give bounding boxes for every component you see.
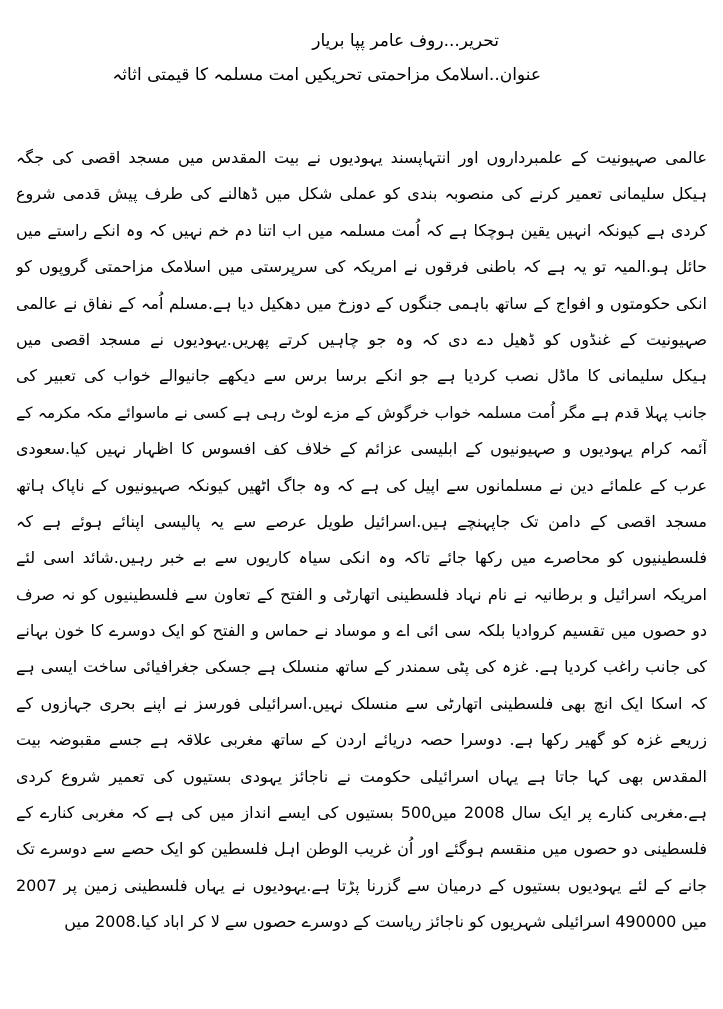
body-text-line: المقدس بھی کہا جاتا ہے یہاں اسرائیلی حکومت نے ناجائز یہودی بستیوں کی تعمیر شروع کردی xyxy=(16,766,707,786)
body-text-line: کی جانب راغب کردیا ہے. غزہ کی پٹی سمندر کے ساتھ منسلک ہے جسکی جغرافیائی ساخت ایسی ہے xyxy=(16,657,707,677)
article-body xyxy=(16,140,707,941)
body-text-line: عرب کے علمائے دین نے مسلمانوں سے اپیل کی ہے کہ وہ جاگ اٹھیں کیونکہ صہیونیوں کے ناپاک ہاتھ xyxy=(16,475,707,495)
body-text-line: امریکہ اسرائیل و برطانیہ نے نام نہاد فلسطینی اتھارٹی و الفتح کے تعاون سے فلسطینیوں کو نہ صرف xyxy=(16,584,707,604)
body-text-line: دو حصوں میں تقسیم کروادیا بلکہ سی ائی اے و موساد نے حماس و الفتح کو ایک دوسرے کا خون بہانے xyxy=(16,621,707,641)
body-text-line: کردی ہے کیونکہ انہیں یقین ہوچکا ہے کہ اُمت مسلمہ میں اب اتنا دم خم نہیں کہ وہ انکے راستے میں xyxy=(16,220,707,240)
body-text-line: ہیکل سلیمانی کا ماڈل نصب کردیا ہے جو انکے برسا برس سے دیکھے جانیوالے خواب کی تعبیر کی xyxy=(16,366,707,386)
body-text-line: فلسطینی دو حصوں میں منقسم ہوگئے اور اُن غریب الوطن اہل فلسطین کو ایک حصے سے دوسرے تک xyxy=(16,839,707,859)
body-text-line: زریعے غزہ کو گھیر رکھا ہے. دوسرا حصہ دریائے اردن کے ساتھ مغربی علاقہ ہے جسے مقبوضہ بیت xyxy=(16,730,707,750)
body-text-line: انکی حکومتوں و افواج کے ساتھ باہمی جنگوں کے دوزخ میں دھکیل دیا ہے.مسلم اُمہ کے نفاق نے عالمی xyxy=(16,293,707,313)
body-text-line: میں 490000 اسرائیلی شہریوں کو ناجائز ریاست کے دوسرے حصوں سے لا کر اباد کیا.2008 میں xyxy=(64,912,707,932)
author-line: تحریر...روف عامر پپا بریار xyxy=(312,31,499,51)
body-text-line: آئمہ کرام یہودیوں و صہیونیوں کے ابلیسی عزائم کے خلاف کف افسوس کا اظہار نہیں کیا.سعودی xyxy=(16,439,707,459)
body-text-line: ہے.مغربی کنارے پر ایک سال 2008 میں500 بستیوں کی ایسے انداز میں کی ہے کہ مغربی کنارے کے xyxy=(16,803,707,823)
body-text-line: حائل ہو.المیہ تو یہ ہے کہ باطنی فرقوں نے امریکہ کی سرپرستی میں اسلامک مزاحمتی گروپوں کو xyxy=(16,257,707,277)
body-text-line: کہ اسکا ایک انچ بھی فلسطینی اتھارٹی سے منسلک نہیں.اسرائیلی فورسز نے اپنے بحری جہازوں کے xyxy=(16,693,707,713)
body-text-line: ہیکل سلیمانی تعمیر کرنے کی منصوبہ بندی کو عملی شکل میں ڈھالنے کی طرف پیش قدمی شروع xyxy=(16,184,707,204)
article-title: عنوان..اسلامک مزاحمتی تحریکیں امت مسلمہ کا قیمتی اثاثہ xyxy=(112,65,541,85)
body-text-line: مسجد اقصی کے دامن تک جاپہنچے ہیں.اسرائیل طویل عرصے سے یہ پالیسی اپنائے ہوئے ہے کہ xyxy=(16,511,707,531)
body-text-line: عالمی صہیونیت کے علمبرداروں اور انتہاپسند یہودیوں نے بیت المقدس میں مسجد اقصی کی جگہ xyxy=(16,148,707,167)
body-text-line: صہیونیت کے غنڈوں کو ڈھیل دے دی کہ وہ جو چاہیں کرتے پھریں.یہودیوں نے مسجد اقصی میں xyxy=(16,329,707,349)
body-text-line: فلسطینیوں کو محاصرے میں رکھا جائے تاکہ وہ انکی سیاہ کاریوں سے بے خبر رہیں.شائد اسی لئے xyxy=(16,548,707,568)
body-text-line: جانب پہلا قدم ہے مگر اُمت مسلمہ خواب خرگوش کے مزے لوٹ رہی ہے کسی نے ماسوائے مکہ مکرمہ کے xyxy=(16,403,707,422)
body-text-line: جانے کے لئے یہودیوں بستیوں کے درمیان سے گزرنا پڑتا ہے.یہودیوں نے یہاں فلسطینی زمین پر 2007 xyxy=(16,875,707,895)
